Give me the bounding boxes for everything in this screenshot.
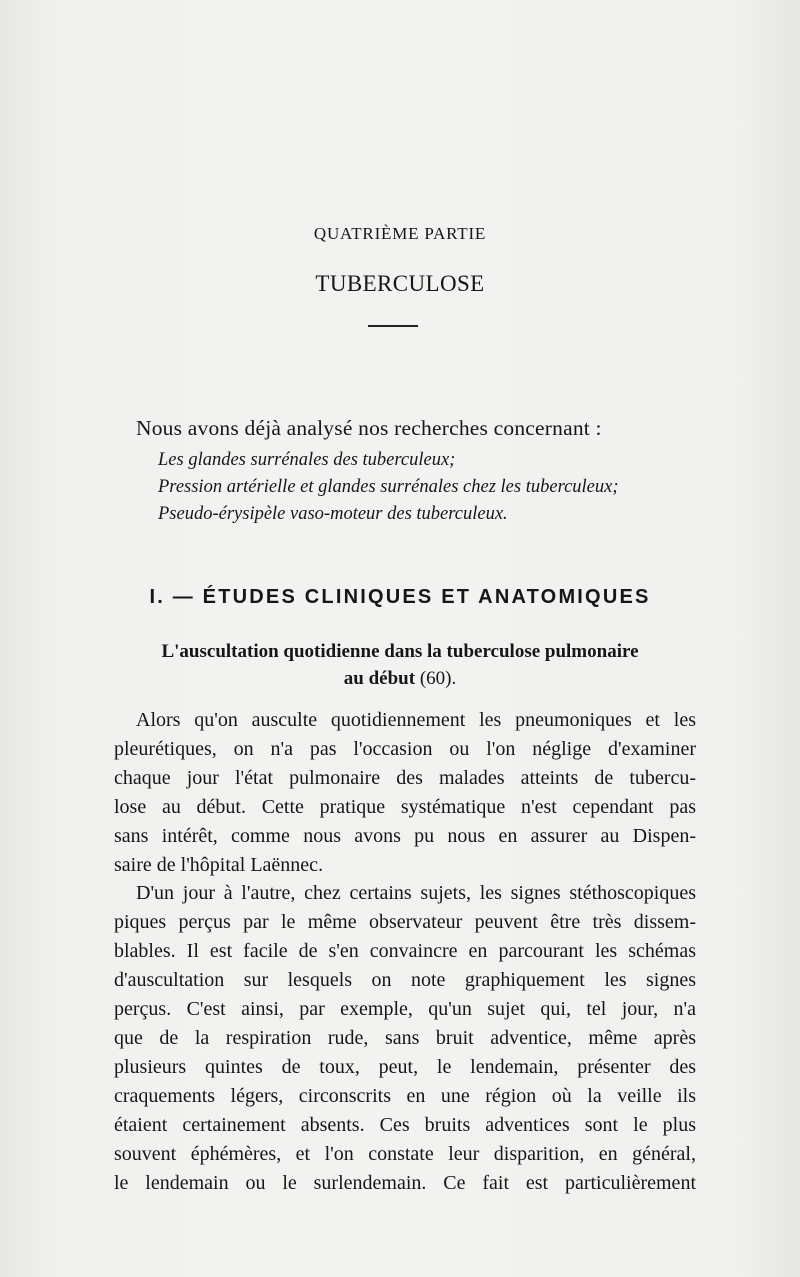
text-line: que de la respiration rude, sans bruit adventice, même après [114,1026,696,1049]
section-heading: I. — ÉTUDES CLINIQUES ET ANATOMIQUES [149,586,651,608]
text-line: plusieurs quintes de toux, peut, le lendemain, présenter des [114,1055,696,1078]
text-line: souvent éphémères, et l'on constate leur disparition, en général, [114,1142,696,1165]
title-divider [368,325,418,327]
reference-item: Les glandes surrénales des tuberculeux; [158,450,456,470]
subheading-line: L'auscultation quotidienne dans la tuberculose pulmonaire [161,641,639,662]
intro-text: Nous avons déjà analysé nos recherches concernant : [136,416,602,440]
text-line: lose au début. Cette pratique systématique n'est cependant pas [114,795,696,818]
reference-item: Pression artérielle et glandes surrénales chez les tuberculeux; [158,477,619,497]
body-text [114,706,696,1197]
subheading-text: au début [343,668,416,689]
text-line: piques perçus par le même observateur peuvent être très dissem- [114,911,696,934]
reference-item: Pseudo-érysipèle vaso-moteur des tuberculeux. [158,504,508,524]
text-line: le lendemain ou le surlendemain. Ce fait est particulièrement [114,1171,696,1194]
part-title: QUATRIÈME PARTIE [313,224,487,243]
paragraph [114,706,696,879]
text-line: craquements légers, circonscrits en une région où la veille ils [114,1084,696,1107]
text-line: pleurétiques, on n'a pas l'occasion ou l'on néglige d'examiner [114,737,696,760]
paragraph [114,879,696,1197]
text-line: perçus. C'est ainsi, par exemple, qu'un sujet qui, tel jour, n'a [114,998,696,1021]
main-title: TUBERCULOSE [315,271,485,296]
reference-list [158,447,718,528]
subheading-reference: (60). [419,668,457,689]
subheading [0,638,800,692]
text-line: Alors qu'on ausculte quotidiennement les pneumoniques et les [136,709,696,731]
text-line: D'un jour à l'autre, chez certains sujets, les signes stéthoscopiques [136,882,696,905]
subheading-line [0,665,800,692]
text-line: d'auscultation sur lesquels on note graphiquement les signes [114,969,696,992]
text-line: chaque jour l'état pulmonaire des malades atteints de tubercu- [114,766,696,789]
text-line: sans intérêt, comme nous avons pu nous en assurer au Dispen- [114,824,696,847]
text-line: étaient certainement absents. Ces bruits adventices sont le plus [114,1113,696,1136]
text-line: blables. Il est facile de s'en convaincre en parcourant les schémas [114,940,696,963]
text-line: saire de l'hôpital Laënnec. [114,853,324,876]
